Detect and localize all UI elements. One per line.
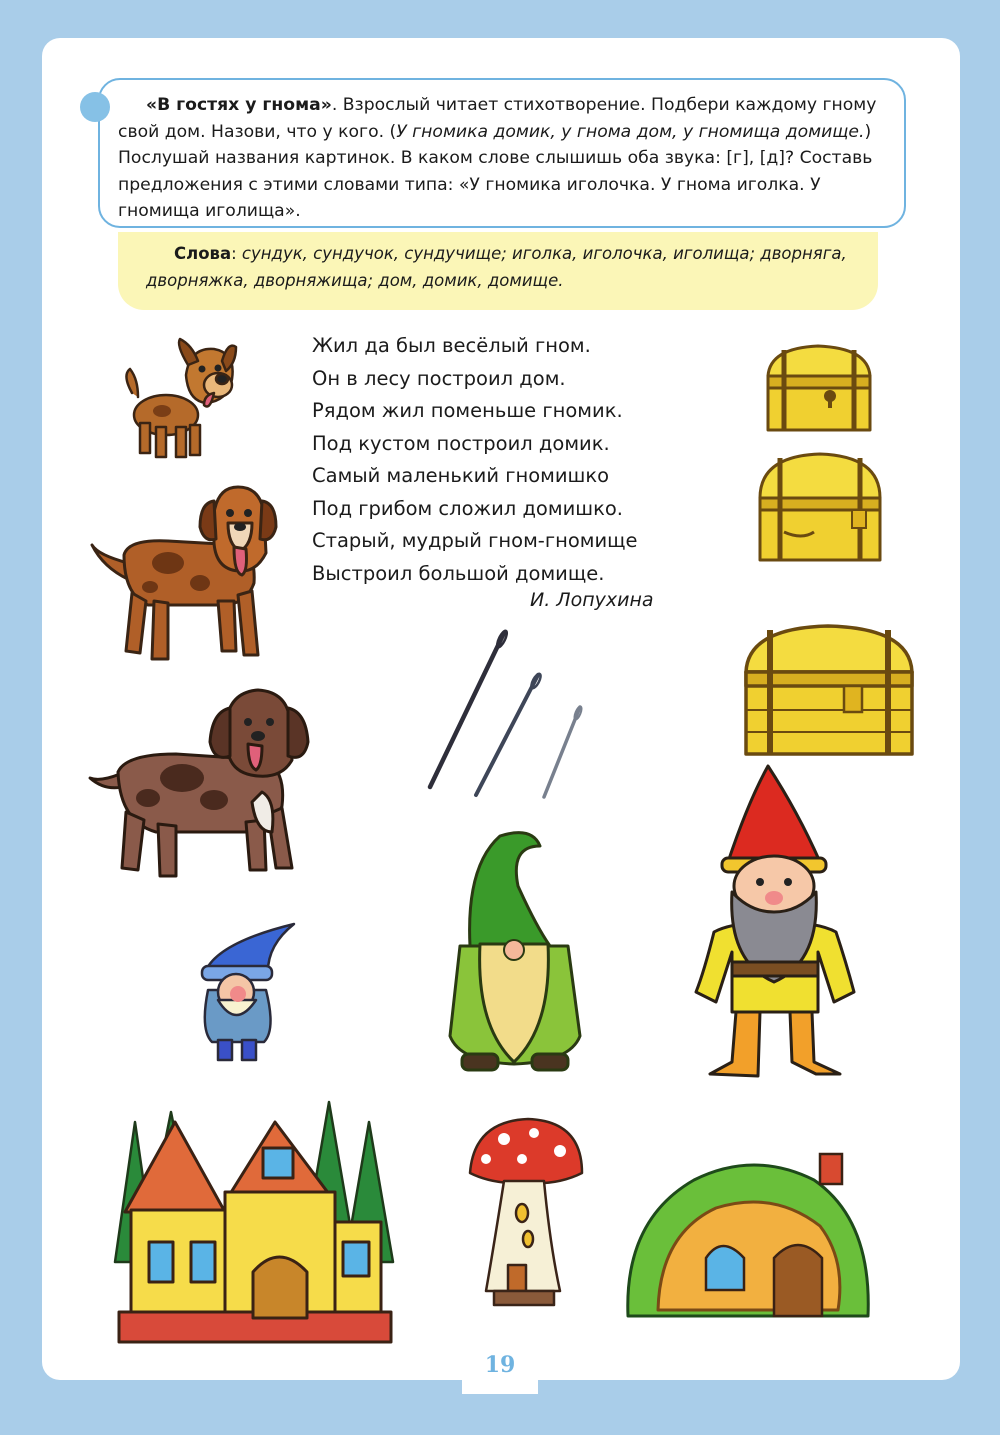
- needles-illustration: [420, 625, 600, 805]
- poem-line: Он в лесу построил дом.: [312, 366, 566, 390]
- small-chest-illustration: [760, 338, 880, 438]
- big-gnome-illustration: [688, 762, 863, 1084]
- poem-line: Самый маленький гномишко: [312, 464, 610, 487]
- words-list: сундук, сундучок, сундучище; иголка, иголочка, иголища; дворняга, дворняжка, дворняжища; дом, домик, домище.: [146, 244, 847, 290]
- poem-line: Под кустом построил домик.: [312, 431, 610, 455]
- task-examples: У гномика домик, у гнома дом, у гномища домище.: [396, 121, 865, 142]
- large-chest-illustration: [740, 620, 918, 760]
- small-dog-illustration: [118, 335, 248, 470]
- poem-line: Под грибом сложил домишко.: [312, 496, 624, 520]
- large-dog-illustration: [86, 682, 326, 882]
- poem-line: Выстроил большой домище.: [312, 561, 605, 585]
- task-title: «В гостях у гнома»: [146, 95, 332, 115]
- small-gnome-illustration: [190, 920, 300, 1065]
- poem: [312, 330, 638, 590]
- words-text: Слова: сундук, сундучок, сундучище; иголка, иголочка, иголища; дворняга, дворняжка, дворняжища; дом, домик, домище.: [146, 244, 847, 290]
- mushroom-house-illustration: [464, 1115, 589, 1310]
- poem-line: Старый, мудрый гном-гномище: [312, 529, 638, 552]
- words-label: Слова: [174, 244, 232, 263]
- task-intro: . Взрослый читает стихотворение. Подбери каждому гному свой дом. Назови, что у кого. (: [118, 95, 877, 142]
- task-marker-dot: [80, 92, 110, 122]
- task-outro: ) Послушай названия картинок. В каком слове слышишь оба звука: [г], [д]? Составь предложения с этими словами типа: «У гномика иголочка. У гнома иголка. У гномища иголища».: [118, 121, 873, 221]
- task-instructions: [118, 92, 894, 225]
- medium-chest-illustration: [752, 448, 888, 568]
- medium-dog-illustration: [88, 483, 288, 668]
- poem-line: Жил да был весёлый гном.: [312, 334, 591, 357]
- poem-line: Рядом жил поменьше гномик.: [312, 399, 623, 422]
- bush-house-illustration: [624, 1150, 872, 1322]
- house-in-forest-illustration: [95, 1092, 410, 1354]
- middle-gnome-illustration: [440, 826, 590, 1076]
- page-number: 19: [484, 1352, 516, 1378]
- poem-author: И. Лопухина: [530, 589, 654, 611]
